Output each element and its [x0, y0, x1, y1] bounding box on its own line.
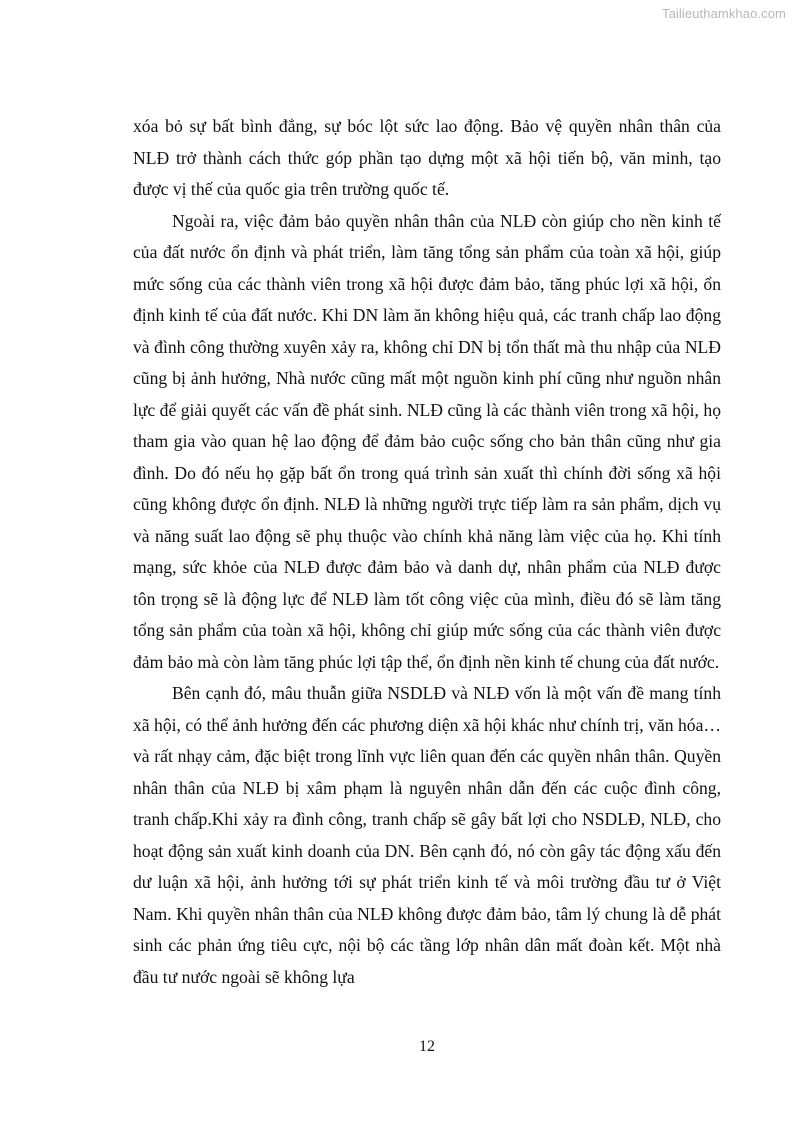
document-body: [133, 111, 721, 993]
paragraph-conflict: Bên cạnh đó, mâu thuẫn giữa NSDLĐ và NLĐ vốn là một vấn đề mang tính xã hội, có thể ảnh hưởng đến các phương diện xã hội khác như chính trị, văn hóa…và rất nhạy cảm, đặc biệt trong lĩnh vực liên quan đến các quyền nhân thân. Quyền nhân thân của NLĐ bị xâm phạm là nguyên nhân dẫn đến các cuộc đình công, tranh chấp.Khi xảy ra đình công, tranh chấp sẽ gây bất lợi cho NSDLĐ, NLĐ, cho hoạt động sản xuất kinh doanh của DN. Bên cạnh đó, nó còn gây tác động xấu đến dư luận xã hội, ảnh hưởng tới sự phát triển kinh tế và môi trường đầu tư ở Việt Nam. Khi quyền nhân thân của NLĐ không được đảm bảo, tâm lý chung là dễ phát sinh các phản ứng tiêu cực, nội bộ các tầng lớp nhân dân mất đoàn kết. Một nhà đầu tư nước ngoài sẽ không lựa: [133, 683, 721, 987]
page-number: 12: [419, 1038, 435, 1055]
paragraph-economy: Ngoài ra, việc đảm bảo quyền nhân thân của NLĐ còn giúp cho nền kinh tế của đất nước ổn định và phát triển, làm tăng tổng sản phẩm của toàn xã hội, giúp mức sống của các thành viên trong xã hội được đảm bảo, tăng phúc lợi xã hội, ổn định kinh tế của đất nước. Khi DN làm ăn không hiệu quả, các tranh chấp lao động và đình công thường xuyên xảy ra, không chỉ DN bị tổn thất mà thu nhập của NLĐ cũng bị ảnh hưởng, Nhà nước cũng mất một nguồn kinh phí cũng như nguồn nhân lực để giải quyết các vấn đề phát sinh. NLĐ cũng là các thành viên trong xã hội, họ tham gia vào quan hệ lao động để đảm bảo cuộc sống cho bản thân cũng như gia đình. Do đó nếu họ gặp bất ổn trong quá trình sản xuất thì chính đời sống xã hội cũng không được ổn định. NLĐ là những người trực tiếp làm ra sản phẩm, dịch vụ và năng suất lao động sẽ phụ thuộc vào chính khả năng làm việc của họ. Khi tính mạng, sức khỏe của NLĐ được đảm bảo và danh dự, nhân phẩm của NLĐ được tôn trọng sẽ là động lực để NLĐ làm tốt công việc của mình, điều đó sẽ làm tăng tổng sản phẩm của toàn xã hội, không chỉ giúp mức sống của các thành viên được đảm bảo mà còn làm tăng phúc lợi tập thể, ổn định nền kinh tế chung của đất nước.: [133, 210, 721, 672]
paragraph-continuation: xóa bỏ sự bất bình đẳng, sự bóc lột sức lao động. Bảo vệ quyền nhân thân của NLĐ trở thành cách thức góp phần tạo dựng một xã hội tiến bộ, văn minh, tạo được vị thế của quốc gia trên trường quốc tế.: [133, 116, 721, 199]
watermark-text: Tailieuthamkhao.com: [661, 6, 786, 21]
